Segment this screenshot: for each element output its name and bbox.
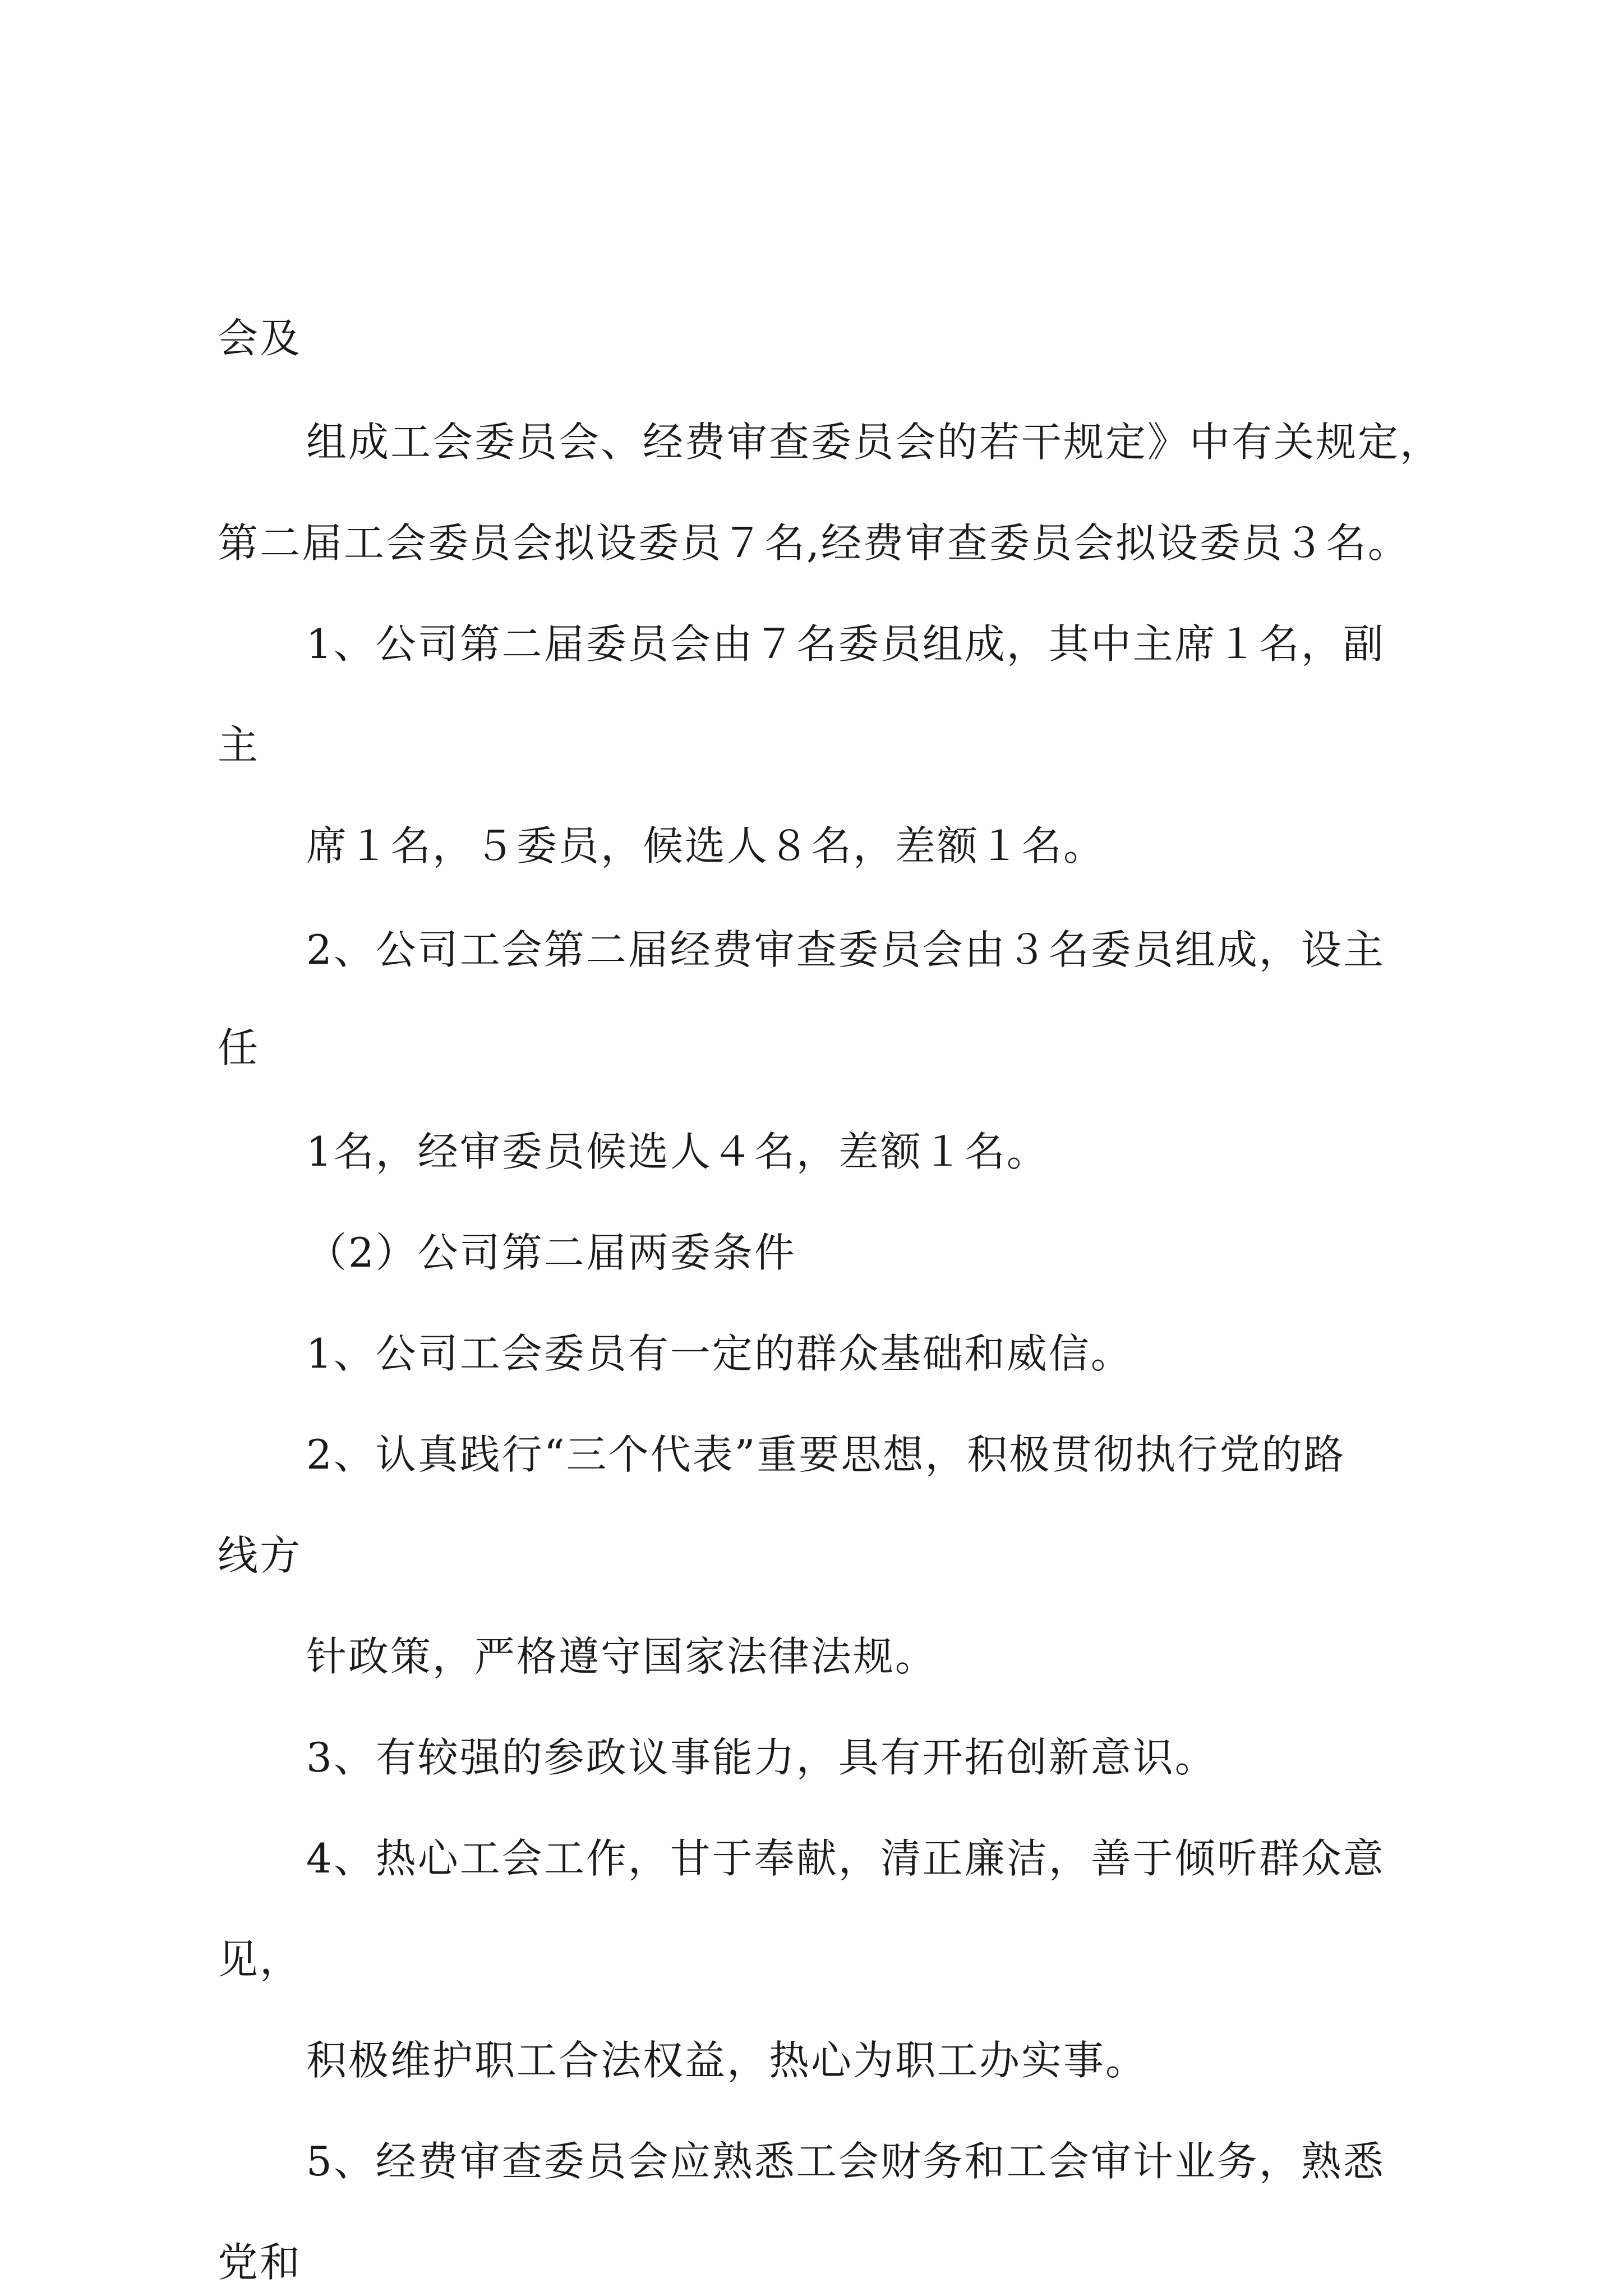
text-line: 主 (218, 721, 260, 769)
text-line: 会及 (218, 315, 302, 362)
text-line: 4、热心工会工作，甘于奉献，清正廉洁，善于倾听群众意 (306, 1835, 1385, 1882)
text-line: 见， (218, 1936, 302, 1983)
text-line: 线方 (218, 1532, 302, 1579)
text-line: 1、公司工会委员有一定的群众基础和威信。 (306, 1330, 1133, 1377)
text-line: 3、有较强的参政议事能力，具有开拓创新意识。 (306, 1734, 1217, 1781)
text-line: 1名，经审委员候选人４名，差额１名。 (306, 1128, 1049, 1175)
text-line: 针政策，严格遵守国家法律法规。 (306, 1633, 938, 1680)
text-line: 任 (218, 1024, 260, 1071)
text-line: （2）公司第二届两委条件 (306, 1229, 796, 1276)
text-line: 积极维护职工合法权益，热心为职工办实事。 (306, 2037, 1148, 2084)
text-line: 5、经费审查委员会应熟悉工会财务和工会审计业务，熟悉 (306, 2138, 1385, 2185)
text-line: 1、公司第二届委员会由７名委员组成，其中主席１名，副 (306, 620, 1385, 668)
text-line: 2、认真践行“三个代表”重要思想，积极贯彻执行党的路 (306, 1431, 1346, 1478)
text-line: 席１名，５委员，候选人８名，差额１名。 (306, 822, 1106, 869)
text-line: 2、公司工会第二届经费审查委员会由３名委员组成，设主 (306, 926, 1385, 973)
text-line: 第二届工会委员会拟设委员７名,经费审查委员会拟设委员３名。 (218, 519, 1410, 567)
text-line: 党和 (218, 2239, 302, 2286)
text-line: 组成工会委员会、经费审查委员会的若干规定》中有关规定， (306, 418, 1442, 466)
